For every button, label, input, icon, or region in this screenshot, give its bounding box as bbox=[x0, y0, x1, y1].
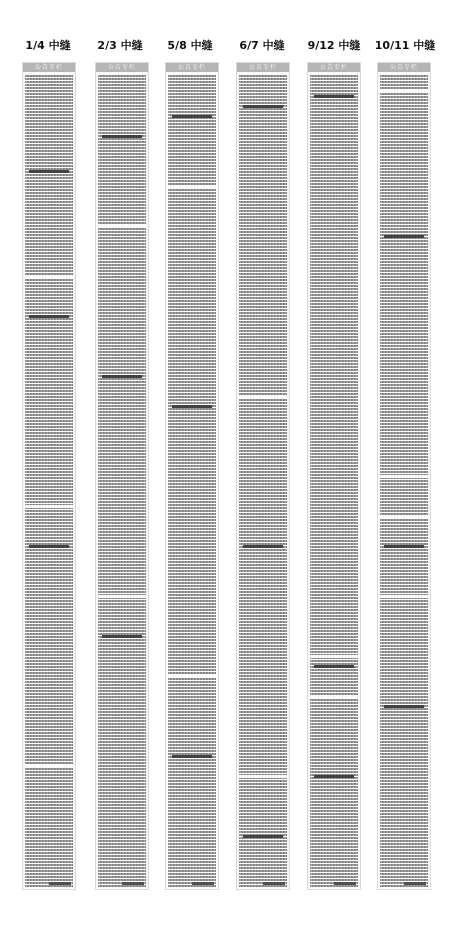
column-label-9-12: 9/12 中缝 bbox=[307, 39, 361, 52]
column-text-block bbox=[98, 75, 146, 887]
column-header: 公告专栏 bbox=[23, 63, 75, 72]
column-label-1-4: 1/4 中缝 bbox=[25, 39, 71, 52]
column-header: 公告专栏 bbox=[378, 63, 430, 72]
column-label-5-8: 5/8 中缝 bbox=[167, 39, 213, 52]
announcement-column-10-11 bbox=[377, 62, 431, 890]
column-header: 公告专栏 bbox=[308, 63, 360, 72]
column-label-6-7: 6/7 中缝 bbox=[239, 39, 285, 52]
column-label-2-3: 2/3 中缝 bbox=[97, 39, 143, 52]
announcement-column-1-4 bbox=[22, 62, 76, 890]
column-text-block bbox=[380, 75, 428, 887]
column-text-block bbox=[310, 75, 358, 887]
column-header: 公告专栏 bbox=[96, 63, 148, 72]
column-text-block bbox=[168, 75, 216, 887]
column-label-10-11: 10/11 中缝 bbox=[374, 39, 436, 52]
announcement-column-2-3 bbox=[95, 62, 149, 890]
column-text-block bbox=[25, 75, 73, 887]
column-header: 公告专栏 bbox=[237, 63, 289, 72]
announcement-column-6-7 bbox=[236, 62, 290, 890]
column-text-block bbox=[239, 75, 287, 887]
announcement-column-5-8 bbox=[165, 62, 219, 890]
announcement-column-9-12 bbox=[307, 62, 361, 890]
column-header: 公告专栏 bbox=[166, 63, 218, 72]
